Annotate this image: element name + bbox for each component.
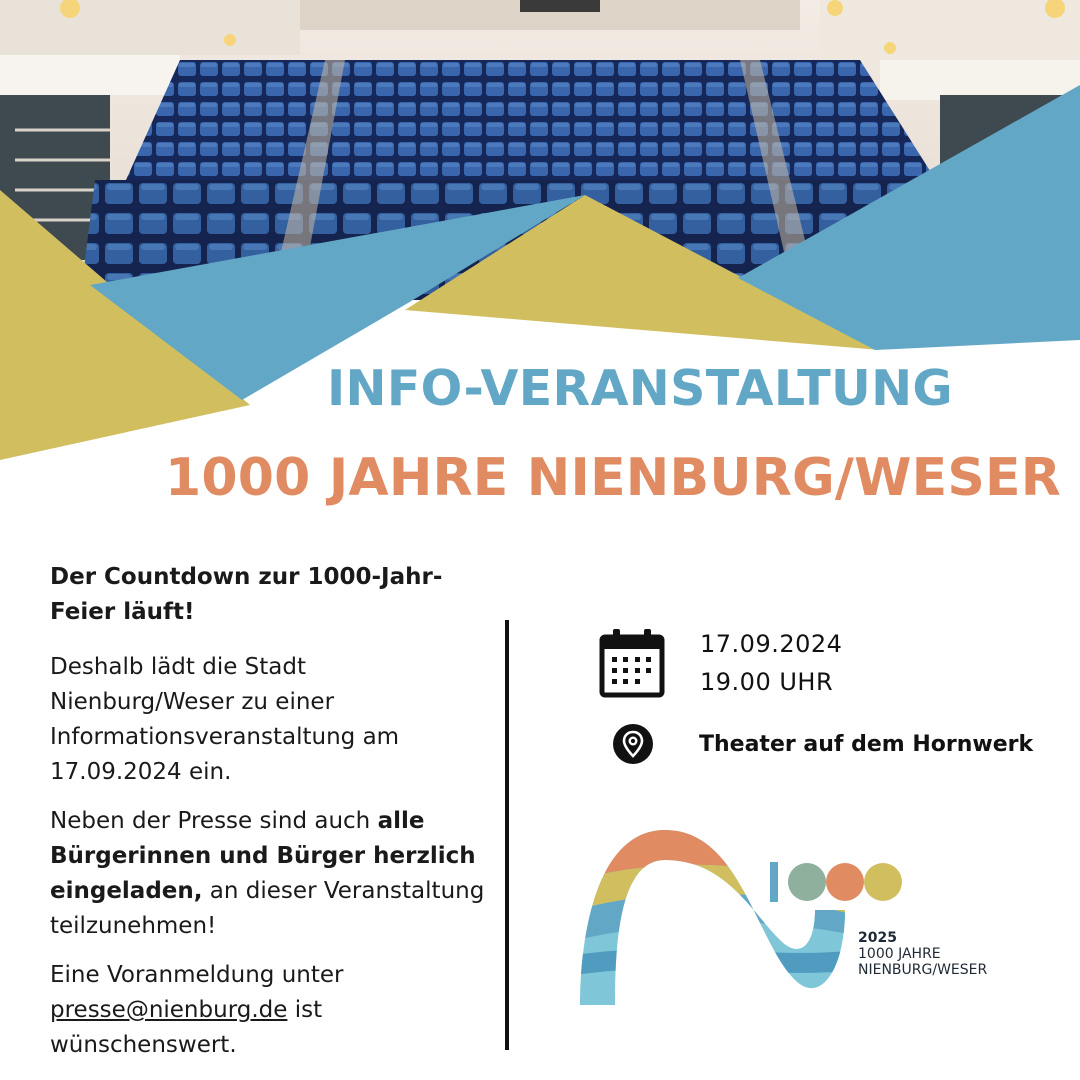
invitation-paragraph <box>50 804 490 944</box>
anniversary-logo <box>575 820 1045 1010</box>
date-time-text <box>700 625 842 701</box>
lead-text: Der Countdown zur 1000-Jahr-Feier läuft! <box>50 564 443 625</box>
registration-paragraph <box>50 958 490 1063</box>
email-link[interactable]: presse@nienburg.de <box>50 997 288 1023</box>
invitation-emphasis: alle Bürgerinnen und Bürger herzlich eingeladen, <box>50 808 476 904</box>
logo-line-3: NIENBURG/WESER <box>858 962 988 978</box>
logo-year: 2025 <box>858 930 897 946</box>
registration-text-end: ist wünschenswert. <box>50 997 323 1058</box>
date-time-row <box>598 625 842 701</box>
logo-line-2: 1000 JAHRE <box>858 946 941 962</box>
calendar-icon <box>598 627 666 699</box>
intro-paragraph: Deshalb lädt die Stadt Nienburg/Weser zu einer Informationsveranstaltung am 17.09.2024 ein. <box>50 654 400 785</box>
column-divider <box>505 620 509 1050</box>
logo-digit-1 <box>770 862 778 902</box>
invitation-text-end: an dieser Veranstaltung teilzunehmen! <box>50 878 485 939</box>
logo-caption <box>858 930 987 978</box>
headline-1000-jahre: 1000 JAHRE NIENBURG/WESER <box>165 448 1061 508</box>
event-time: 19.00 UHR <box>700 668 834 696</box>
location-pin-icon <box>612 723 654 765</box>
invitation-text-start: Neben der Presse sind auch <box>50 808 378 834</box>
event-date: 17.09.2024 <box>700 630 843 658</box>
registration-text-start: Eine Voranmeldung unter <box>50 962 344 988</box>
description-column <box>50 560 490 1077</box>
headline-info-veranstaltung: INFO-VERANSTALTUNG <box>327 360 953 417</box>
location-row <box>612 723 1033 765</box>
event-location: Theater auf dem Hornwerk <box>699 731 1034 757</box>
